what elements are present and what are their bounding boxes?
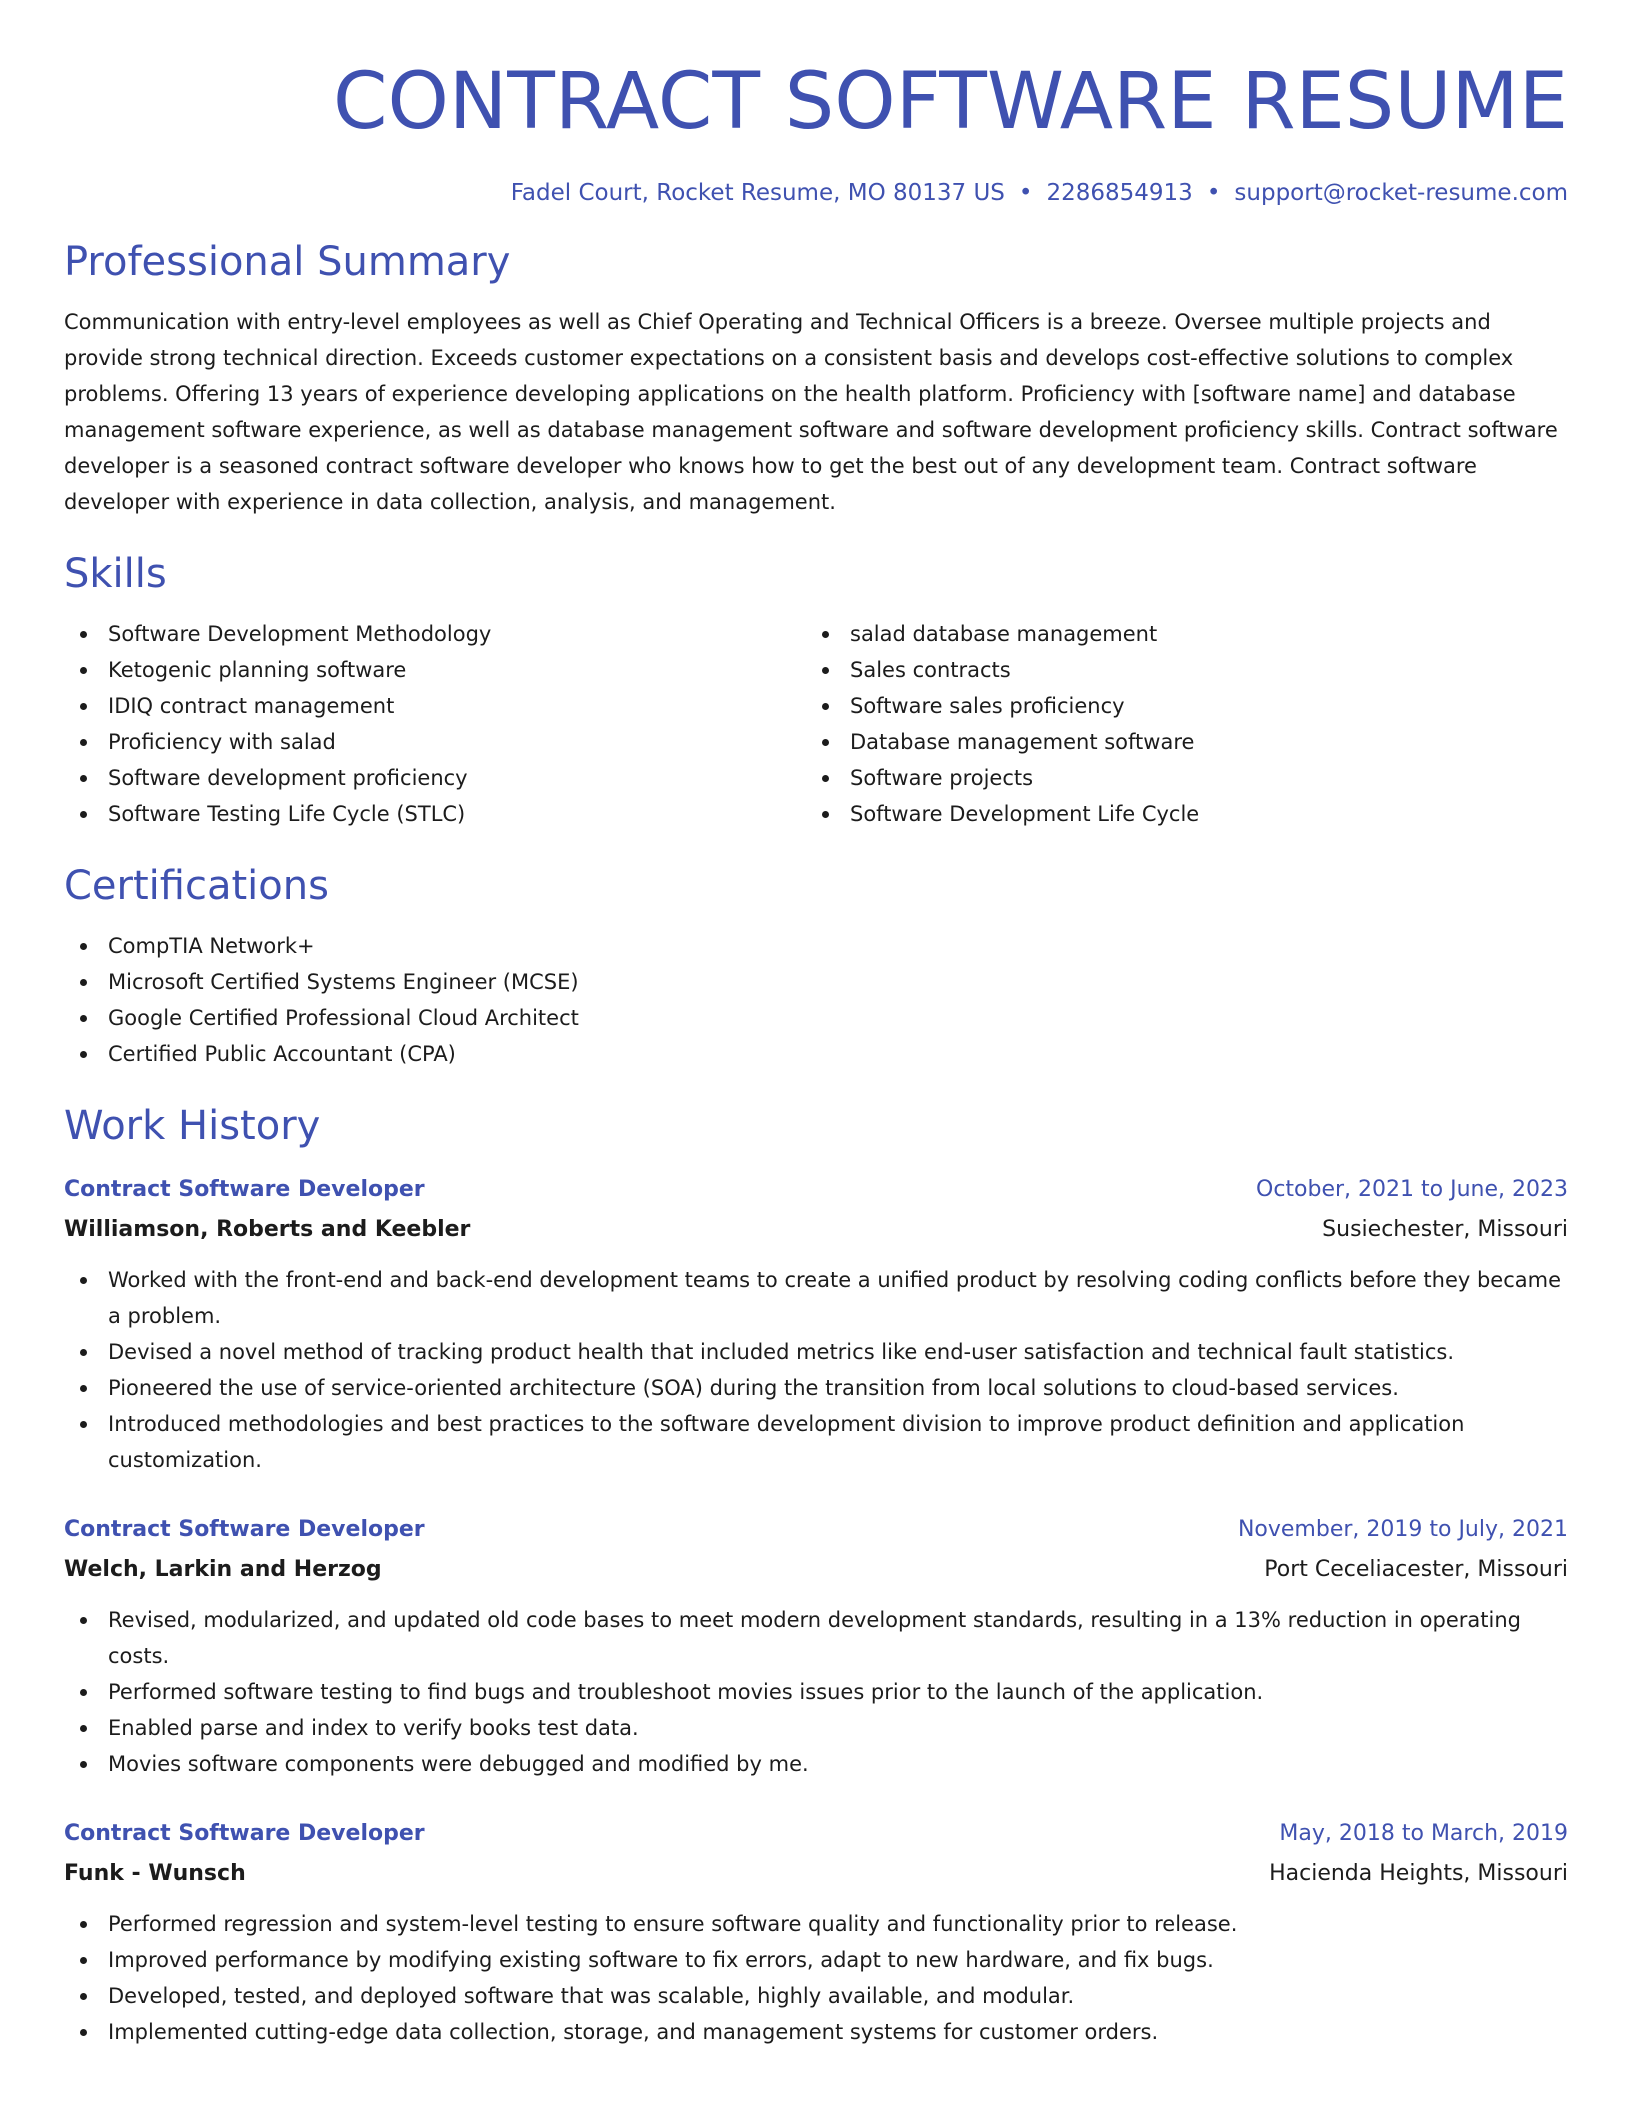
job-company-row: [64, 1550, 1568, 1590]
job-title-row: [64, 1510, 1568, 1550]
certifications-heading: Certifications: [64, 863, 329, 909]
job-bullet: Pioneered the use of service-oriented architecture (SOA) during the transition from local solutions to cloud-based services.: [64, 1370, 1568, 1406]
job-company: Funk - Wunsch: [64, 1861, 246, 1886]
skill-item: salad database management: [806, 616, 1548, 652]
job-bullet: Enabled parse and index to verify books test data.: [64, 1710, 1568, 1746]
job-dates: October, 2021 to June, 2023: [1256, 1177, 1568, 1202]
certification-item: Microsoft Certified Systems Engineer (MCSE): [64, 964, 1568, 1000]
skill-item: Sales contracts: [806, 652, 1548, 688]
job-bullet: Performed software testing to find bugs and troubleshoot movies issues prior to the launch of the application.: [64, 1674, 1568, 1710]
job-company-row: [64, 1854, 1568, 1894]
contact-line: [64, 178, 1568, 208]
job-title: Contract Software Developer: [64, 1517, 425, 1542]
skill-item: Software Development Life Cycle: [806, 796, 1548, 832]
job-entry: [64, 1510, 1568, 1782]
resume-title: CONTRACT SOFTWARE RESUME: [333, 57, 1568, 147]
job-bullet: Developed, tested, and deployed software that was scalable, highly available, and modular.: [64, 1978, 1568, 2014]
skill-item: Proficiency with salad: [64, 724, 806, 760]
skill-item: Database management software: [806, 724, 1548, 760]
job-company: Welch, Larkin and Herzog: [64, 1557, 382, 1582]
skill-item: Software development proficiency: [64, 760, 806, 796]
job-bullet: Devised a novel method of tracking product health that included metrics like end-user satisfaction and technical fault statistics.: [64, 1334, 1568, 1370]
skills-grid: [64, 616, 1568, 832]
skill-item: Software sales proficiency: [806, 688, 1548, 724]
skill-item: Software Testing Life Cycle (STLC): [64, 796, 806, 832]
summary-heading: Professional Summary: [64, 239, 511, 285]
job-dates: May, 2018 to March, 2019: [1279, 1821, 1568, 1846]
job-location: Hacienda Heights, Missouri: [1269, 1861, 1568, 1886]
skills-heading: Skills: [64, 551, 167, 597]
job-entry: [64, 1170, 1568, 1478]
skill-item: IDIQ contract management: [64, 688, 806, 724]
contact-address: Fadel Court, Rocket Resume, MO 80137 US: [510, 180, 1005, 206]
job-bullet: Implemented cutting-edge data collection, storage, and management systems for customer orders.: [64, 2014, 1568, 2050]
contact-phone: 2286854913: [1046, 180, 1193, 206]
contact-email: support@rocket-resume.com: [1234, 180, 1568, 206]
job-title: Contract Software Developer: [64, 1821, 425, 1846]
resume-page: [64, 0, 1568, 2050]
job-bullet: Introduced methodologies and best practices to the software development division to improve product definition and application customization.: [64, 1406, 1568, 1478]
skill-item: Ketogenic planning software: [64, 652, 806, 688]
skill-item: Software Development Methodology: [64, 616, 806, 652]
contact-separator: •: [1206, 180, 1221, 206]
job-location: Susiechester, Missouri: [1322, 1217, 1568, 1242]
job-company: Williamson, Roberts and Keebler: [64, 1217, 471, 1242]
job-bullet: Revised, modularized, and updated old code bases to meet modern development standards, resulting in a 13% reduction in operating costs.: [64, 1602, 1568, 1674]
job-bullet: Performed regression and system-level testing to ensure software quality and functionality prior to release.: [64, 1906, 1568, 1942]
job-bullets: [64, 1906, 1568, 2050]
job-bullets: [64, 1262, 1568, 1478]
job-title-row: [64, 1814, 1568, 1854]
skill-item: Software projects: [806, 760, 1548, 796]
job-entry: [64, 1814, 1568, 2050]
skills-list-right: [806, 616, 1548, 832]
work-history-heading: Work History: [64, 1103, 321, 1149]
job-bullets: [64, 1602, 1568, 1782]
skills-list-left: [64, 616, 806, 832]
job-title-row: [64, 1170, 1568, 1210]
job-bullet: Worked with the front-end and back-end development teams to create a unified product by resolving coding conflicts before they became a problem.: [64, 1262, 1568, 1334]
job-bullet: Movies software components were debugged and modified by me.: [64, 1746, 1568, 1782]
job-company-row: [64, 1210, 1568, 1250]
certification-item: Google Certified Professional Cloud Architect: [64, 1000, 1568, 1036]
certification-item: Certified Public Accountant (CPA): [64, 1036, 1568, 1072]
job-dates: November, 2019 to July, 2021: [1237, 1517, 1568, 1542]
certification-item: CompTIA Network+: [64, 928, 1568, 964]
job-title: Contract Software Developer: [64, 1177, 425, 1202]
job-bullet: Improved performance by modifying existing software to fix errors, adapt to new hardware, and fix bugs.: [64, 1942, 1568, 1978]
contact-separator: •: [1018, 180, 1033, 206]
certifications-list: [64, 928, 1568, 1072]
job-location: Port Ceceliacester, Missouri: [1264, 1557, 1568, 1582]
summary-text: Communication with entry-level employees as well as Chief Operating and Technical Officers is a breeze. Oversee multiple projects and provide strong technical direction. Exceeds customer expectations on a consistent basis and develops cost-effective solutions to complex problems. Offering 13 years of experience developing applications on the health platform. Proficiency with [software name] and database management software experience, as well as database management software and software development proficiency skills. Contract software developer is a seasoned contract software developer who knows how to get the best out of any development team. Contract software developer with experience in data collection, analysis, and management.: [64, 310, 1558, 514]
